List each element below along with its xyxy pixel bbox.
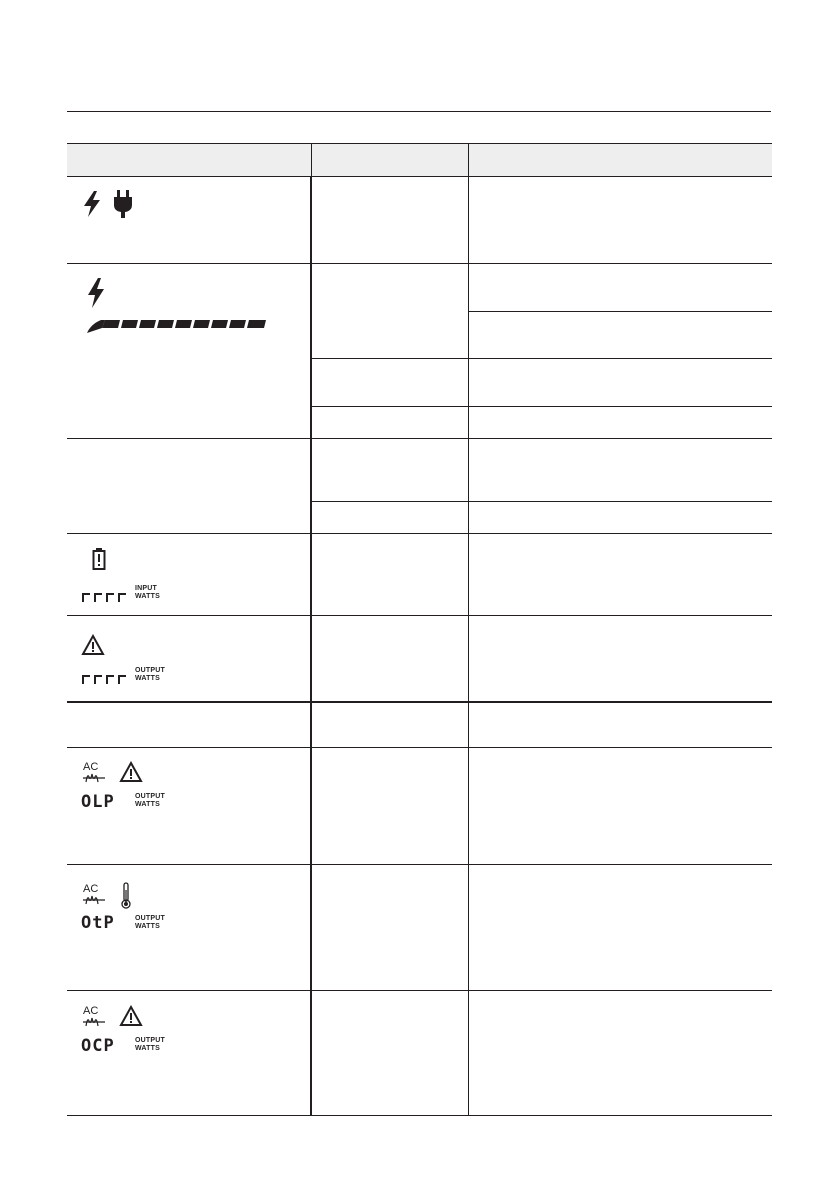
svg-text:AC: AC [83, 883, 99, 895]
status-cell [312, 616, 469, 701]
display-cell [67, 865, 312, 990]
display-cell [67, 534, 312, 615]
table-row [67, 703, 772, 748]
display-cell [67, 264, 312, 438]
table-row [67, 991, 772, 1116]
description-cell [469, 407, 772, 438]
display-cell [67, 616, 312, 701]
lcd-label: INPUT WATTS [135, 585, 160, 600]
description-cell [469, 439, 772, 501]
status-cell [312, 439, 469, 501]
display-cell [67, 439, 312, 533]
status-cell [312, 177, 469, 263]
lcd-label: OUTPUT WATTS [135, 1037, 165, 1052]
top-rule [67, 111, 771, 112]
status-cell [312, 534, 469, 615]
svg-text:AC: AC [83, 1005, 99, 1017]
status-cell [312, 502, 469, 533]
lcd-code: OLP [81, 792, 115, 812]
description-cell [469, 748, 772, 864]
warning-triangle-icon [81, 634, 105, 656]
status-cell [312, 991, 469, 1115]
table-row [67, 865, 772, 991]
table-row [67, 748, 772, 865]
table-header [67, 144, 772, 177]
description-cell [469, 502, 772, 533]
svg-text:AC: AC [83, 761, 99, 773]
description-cell [469, 991, 772, 1115]
description-cell [469, 177, 772, 263]
status-cell [312, 703, 469, 747]
table-row [67, 177, 772, 264]
lcd-dashes-icon [81, 671, 129, 685]
status-cell [312, 748, 469, 864]
description-cell [469, 865, 772, 990]
lcd-label: OUTPUT WATTS [135, 793, 165, 808]
thermometer-icon [120, 882, 132, 910]
status-cell [312, 865, 469, 990]
table-row [67, 264, 772, 439]
table-row [67, 616, 772, 703]
lightning-icon [81, 190, 103, 218]
header-display [67, 144, 312, 176]
battery-bar-icon [85, 318, 269, 334]
lcd-label: OUTPUT WATTS [135, 667, 165, 682]
ac-output-icon [81, 759, 107, 785]
display-cell [67, 703, 312, 747]
display-cell [67, 991, 312, 1115]
status-table [67, 143, 772, 1116]
header-description [469, 144, 772, 176]
description-cell [469, 616, 772, 701]
description-cell [469, 359, 772, 406]
ac-output-icon [81, 1003, 107, 1029]
header-status [312, 144, 469, 176]
status-cell [312, 359, 469, 406]
page-title [68, 58, 772, 98]
display-cell [67, 177, 312, 263]
lcd-dashes-icon [81, 589, 129, 603]
battery-warning-icon [92, 547, 106, 571]
table-row [67, 439, 772, 534]
description-cell [469, 534, 772, 615]
status-cell [312, 264, 469, 358]
lcd-code: OCP [81, 1036, 115, 1056]
status-cell [312, 407, 469, 438]
warning-triangle-icon [119, 761, 143, 783]
description-cell [469, 264, 772, 312]
display-cell [67, 748, 312, 864]
lightning-icon [85, 277, 107, 309]
lcd-label: OUTPUT WATTS [135, 915, 165, 930]
description-cell [469, 312, 772, 359]
table-row [67, 534, 772, 616]
ac-output-icon [81, 881, 107, 907]
warning-triangle-icon [119, 1005, 143, 1027]
description-cell [469, 703, 772, 747]
plug-icon [112, 189, 134, 219]
lcd-code: OtP [81, 913, 115, 933]
